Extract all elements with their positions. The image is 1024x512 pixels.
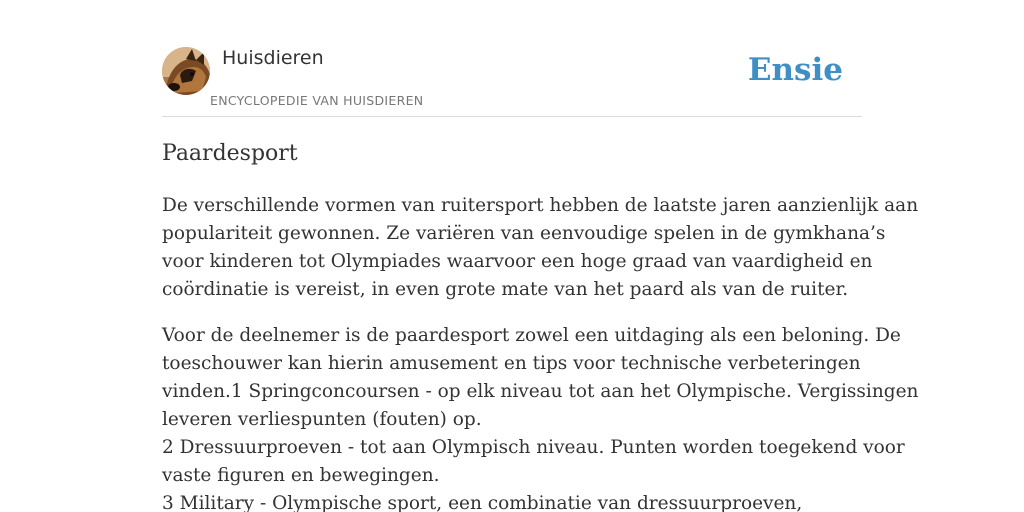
paragraph-line: Voor de deelnemer is de paardesport zowel een uitdaging als een beloning. De xyxy=(162,325,901,346)
category-subtitle: ENCYCLOPEDIE VAN HUISDIEREN xyxy=(210,93,424,108)
article-title: Paardesport xyxy=(162,141,298,166)
article-paragraph-2 xyxy=(162,322,919,512)
paragraph-line: 3 Military - Olympische sport, een combinatie van dressuurproeven, xyxy=(162,493,803,512)
brand-logo-link[interactable]: Ensie xyxy=(747,52,843,88)
paragraph-line: toeschouwer kan hierin amusement en tips voor technische verbeteringen xyxy=(162,353,861,374)
article-body xyxy=(162,192,919,512)
paragraph-line: De verschillende vormen van ruitersport hebben de laatste jaren aanzienlijk aan xyxy=(162,195,919,216)
dog-avatar-image xyxy=(162,47,210,95)
article-paragraph-1 xyxy=(162,192,919,304)
category-title-link[interactable]: Huisdieren xyxy=(222,47,324,69)
paragraph-line: leveren verliespunten (fouten) op. xyxy=(162,409,482,430)
paragraph-line: vinden.1 Springconcoursen - op elk niveau tot aan het Olympische. Vergissingen xyxy=(162,381,919,402)
paragraph-line: voor kinderen tot Olympiades waarvoor een hoge graad van vaardigheid en xyxy=(162,251,873,272)
site-header xyxy=(162,40,862,117)
dog-avatar-icon[interactable] xyxy=(162,47,210,95)
paragraph-line: vaste figuren en bewegingen. xyxy=(162,465,440,486)
paragraph-line: 2 Dressuurproeven - tot aan Olympisch niveau. Punten worden toegekend voor xyxy=(162,437,905,458)
paragraph-line: populariteit gewonnen. Ze variëren van eenvoudige spelen in de gymkhana’s xyxy=(162,223,886,244)
paragraph-line: coördinatie is vereist, in even grote mate van het paard als van de ruiter. xyxy=(162,279,849,300)
